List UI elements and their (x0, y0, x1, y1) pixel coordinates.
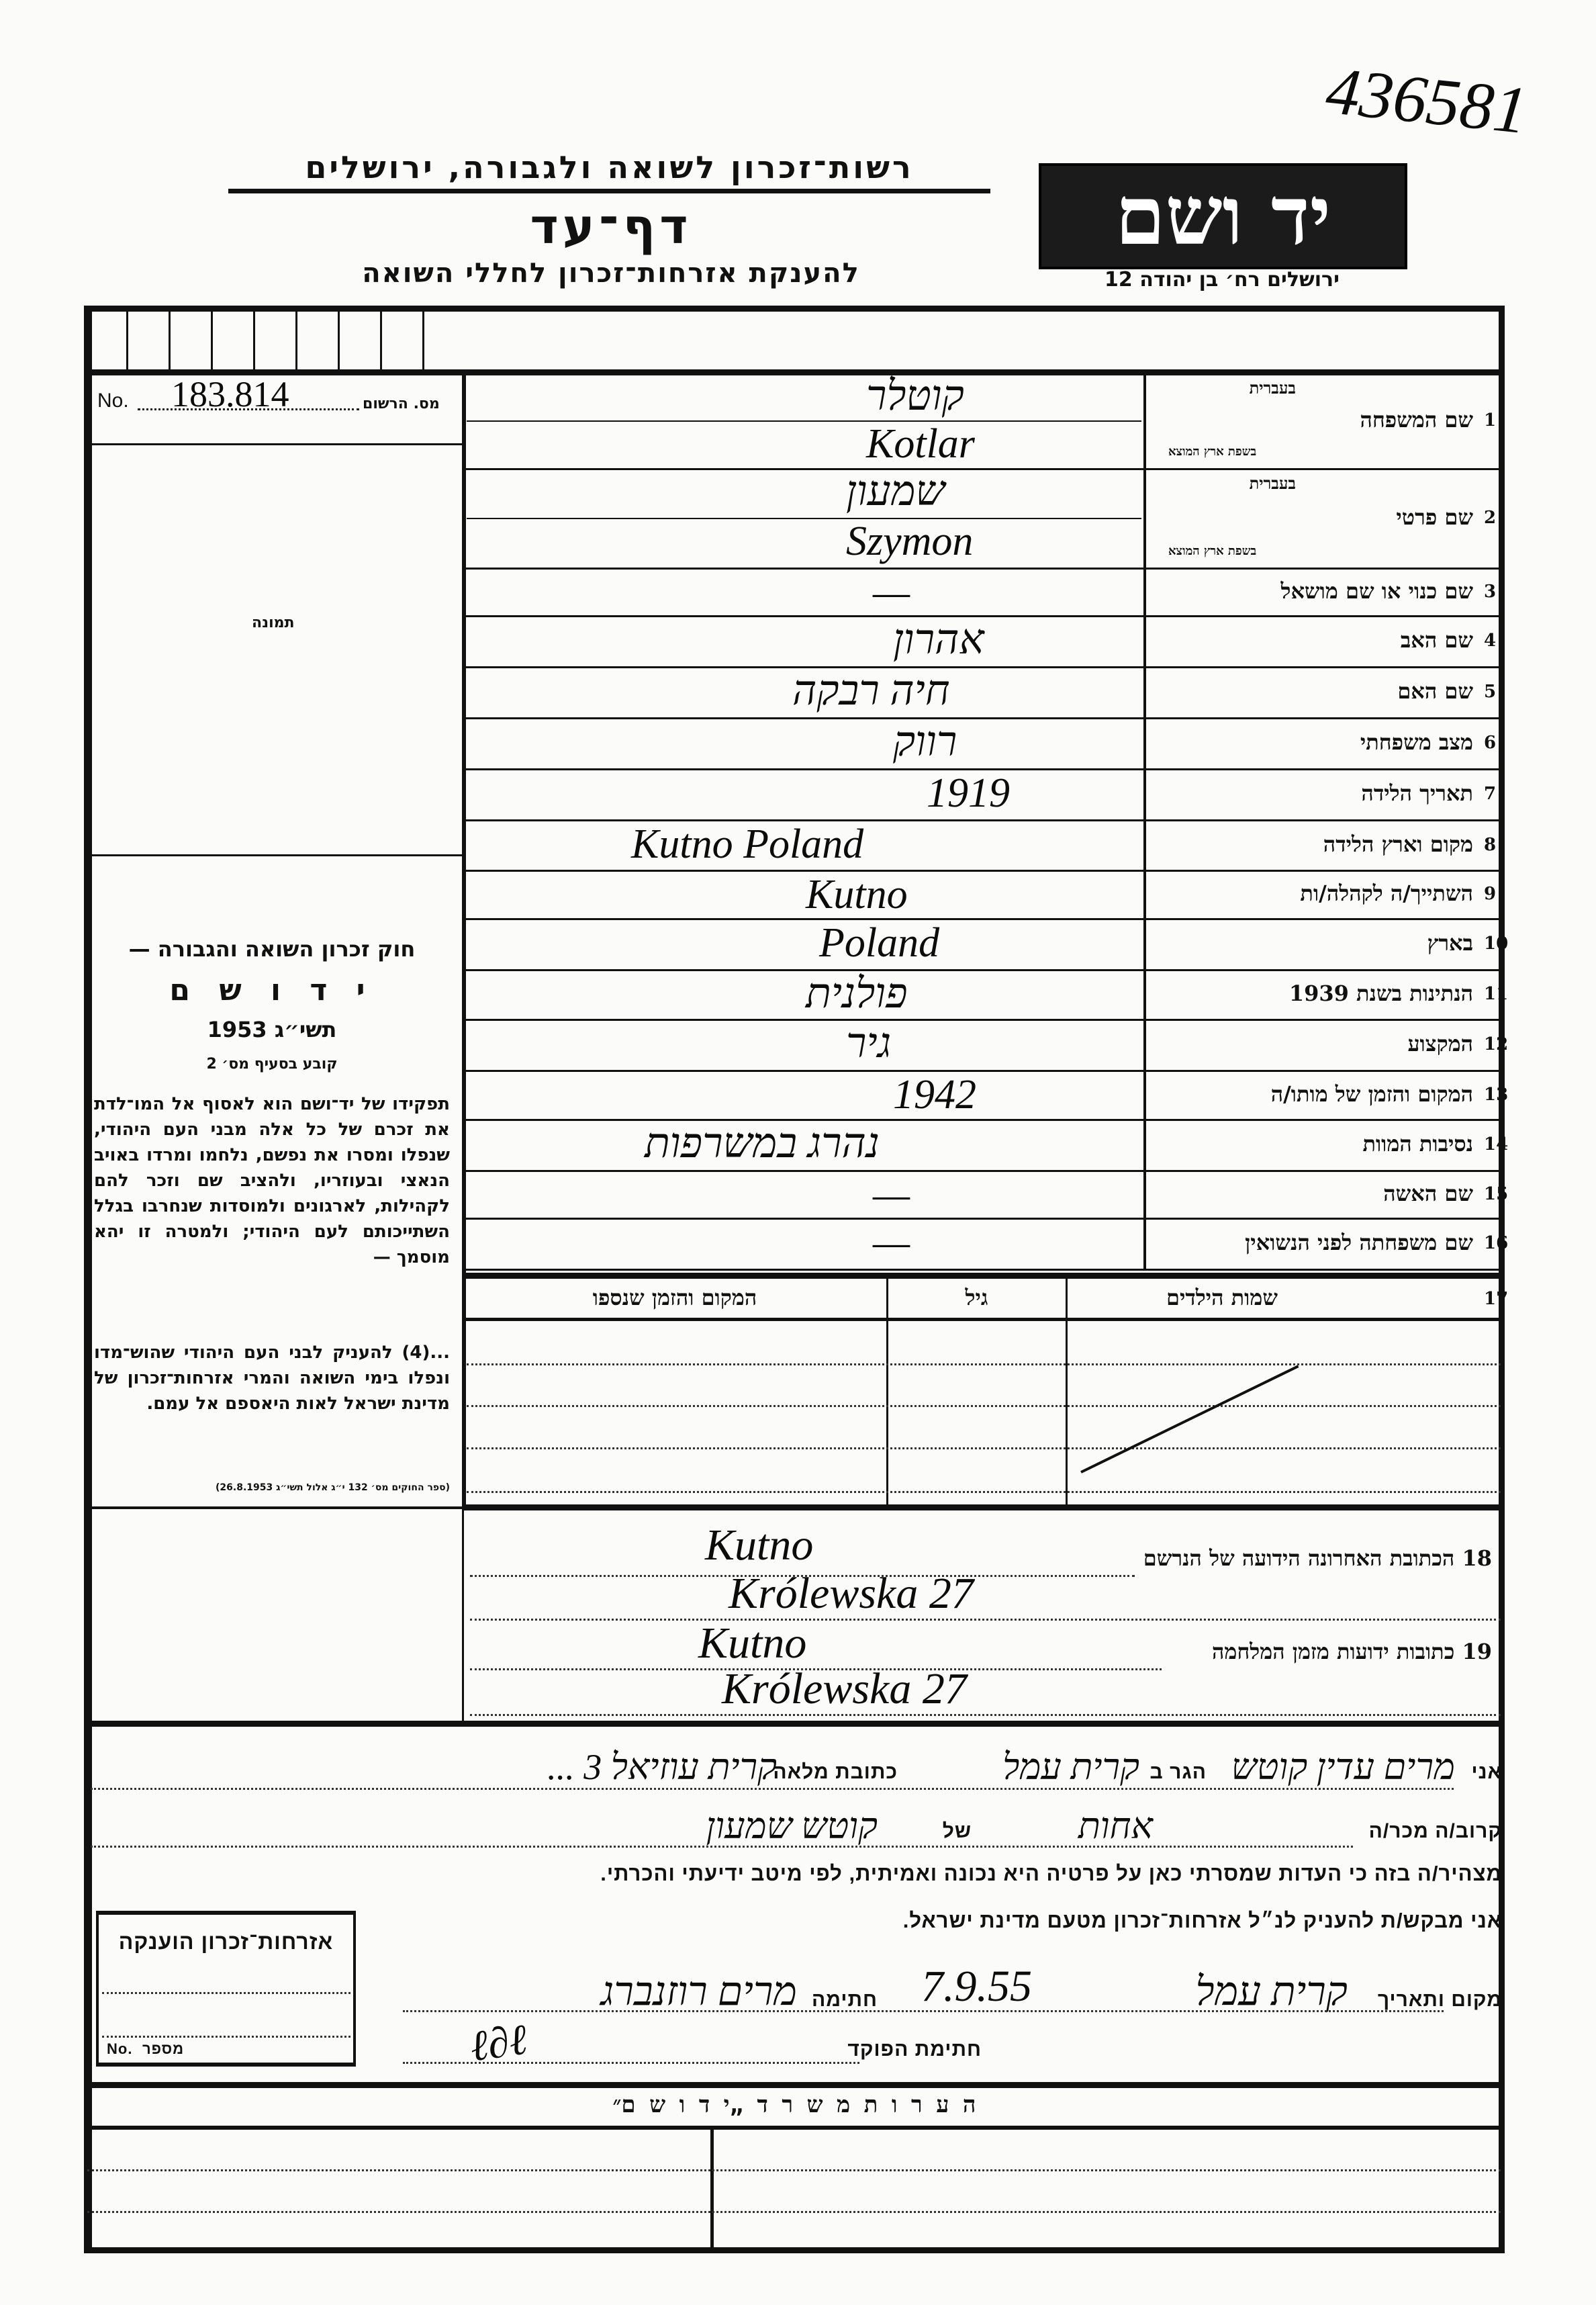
authority-title: רשות־זכרון לשואה ולגבורה, ירושלים (228, 149, 990, 193)
children-names-header: שמות הילדים (1166, 1285, 1278, 1310)
last-address-label (1143, 1547, 1492, 1570)
field-label: המקום והזמן של מותו/ה (1270, 1081, 1473, 1107)
relation-label: קרוב/ה מכר/ה (1368, 1820, 1502, 1842)
citizenship-number-label: מספר (142, 2040, 185, 2057)
field-number: 15 (1484, 1183, 1509, 1204)
field-label: מקום וארץ הלידה (1323, 831, 1473, 857)
field-number: 8 (1484, 834, 1497, 855)
wartime-address-label (1212, 1640, 1492, 1664)
divider (470, 1714, 1501, 1716)
divider (84, 1506, 464, 1509)
field-value[interactable]: רווק (893, 719, 957, 765)
field-value[interactable]: 1919 (927, 770, 1010, 816)
field-number: 16 (1484, 1233, 1509, 1253)
divider (91, 1788, 1454, 1790)
divider (463, 1273, 1505, 1279)
divider (463, 1269, 1505, 1271)
field-number: 11 (1484, 984, 1509, 1004)
column-divider (1066, 1273, 1068, 1504)
field-number: 18 (1462, 1545, 1492, 1571)
field-label: מצב משפחתי (1360, 729, 1473, 755)
field-label: הנתינות בשנת 1939 (1288, 981, 1473, 1006)
field-value[interactable]: חיה רבקה (792, 668, 950, 714)
field-label: שם האב (1400, 627, 1473, 653)
field-number: 6 (1484, 733, 1497, 753)
law-year: תשי״ג 1953 (207, 1017, 337, 1042)
place-value[interactable]: קרית עמל (1195, 1969, 1348, 2014)
left-column-divider (462, 373, 466, 1508)
resides-label: הגר ב (1149, 1761, 1207, 1783)
column-divider (886, 1273, 888, 1504)
cell-divider (211, 309, 213, 369)
cell-divider (338, 309, 340, 369)
divider (463, 717, 1505, 719)
field-number: 5 (1484, 682, 1497, 702)
field-number: 17 (1484, 1289, 1509, 1309)
wartime-address-line-2[interactable]: Królewska 27 (722, 1664, 967, 1713)
field-sub-foreign: בשפת ארץ המוצא (1168, 445, 1257, 459)
field-label: המקצוע (1407, 1031, 1473, 1056)
declarant-line (105, 1746, 1502, 1793)
field-number: 3 (1484, 581, 1497, 602)
of-label: של (942, 1820, 972, 1842)
logo-text: יד ושם (1115, 169, 1331, 263)
field-label: בארץ (1427, 930, 1473, 956)
divider (463, 918, 1505, 920)
field-value[interactable]: Poland (819, 920, 940, 966)
children-row[interactable] (467, 1363, 1501, 1365)
declaration-statement: מצהיר/ה בזה כי העדות שמסרתי כאן על פרטיה היא נכונה ואמיתית, לפי מיטב ידיעתי והכרתי. (600, 1862, 1502, 1885)
divider (463, 1019, 1505, 1021)
field-label: שם האשה (1383, 1180, 1473, 1206)
divider (463, 819, 1505, 821)
registration-number[interactable]: 183.814 (171, 374, 289, 414)
field-value[interactable]: נהרג במשרפות (645, 1121, 880, 1167)
full-address-value[interactable]: קרית עוזיאל 3 ... (547, 1747, 777, 1787)
field-number: 4 (1484, 631, 1497, 651)
divider (463, 1318, 1505, 1321)
children-age-header: גיל (965, 1285, 988, 1310)
declarant-name[interactable]: מרים עדין קוטש (1231, 1747, 1455, 1787)
officer-signature-scribble: ℓ∂ℓ (467, 2015, 530, 2071)
yad-vashem-logo (1039, 163, 1407, 269)
divider (84, 1721, 1505, 1727)
field-label: שם כנוי או שם מושאל (1280, 578, 1473, 604)
cell-divider (295, 309, 297, 369)
field-label: שם האם (1397, 678, 1473, 704)
cell-divider (126, 309, 128, 369)
place-date-line (361, 1964, 1502, 2015)
law-paragraph-1: תפקידו של יד־ושם הוא לאסוף אל המו־לדת את זכרם של כל אלה מבני העם היהודי, שנפלו ומסרו את נפשם, נלחמו ומרדו באויב הנאצי ובעוזריו, ולהציב שם וזכר להם לקהילות, לארגונים ולמוסדות שנחרבו בגלל השתייכותם לעם היהודי; ולמטרה זו יהא מוסמך — (94, 1094, 450, 1267)
notes-line[interactable] (87, 2169, 1501, 2171)
divider (91, 1846, 1353, 1848)
field-label: הכתובת האחרונה הידועה של הנרשם (1143, 1545, 1455, 1571)
divider (470, 1619, 1501, 1621)
logo-address: ירושלים רח׳ בן יהודה 12 (1105, 268, 1340, 291)
field-value-foreign[interactable]: Kotlar (866, 421, 975, 467)
divider (463, 1218, 1505, 1220)
divider (403, 2010, 1444, 2012)
field-value-foreign[interactable]: Szymon (846, 518, 974, 564)
field-label: שם המשפחה (1360, 407, 1473, 433)
divider (84, 369, 1505, 375)
field-value[interactable]: גיר (846, 1021, 892, 1067)
date-value[interactable]: 7.9.55 (921, 1962, 1032, 2011)
field-label: תאריך הלידה (1361, 780, 1473, 806)
divider (463, 969, 1505, 971)
column-divider (462, 1506, 464, 1721)
divider (463, 1070, 1505, 1072)
field-label: שם פרטי (1396, 504, 1473, 530)
divider (463, 1119, 1505, 1121)
divider (91, 443, 462, 445)
field-value[interactable]: 1942 (893, 1072, 976, 1118)
signature-label: חתימה (811, 1989, 878, 2011)
place-date-label: מקום ותאריך (1377, 1989, 1502, 2011)
field-number: 12 (1484, 1034, 1509, 1054)
cell-divider (253, 309, 255, 369)
relation-value[interactable]: אחות (1078, 1806, 1153, 1846)
field-number: 1 (1484, 410, 1497, 431)
of-value[interactable]: קוטש שמעון (706, 1806, 878, 1846)
divider (463, 870, 1505, 872)
divider (463, 568, 1505, 570)
cell-divider (380, 309, 382, 369)
divider (467, 420, 1141, 422)
children-row[interactable] (467, 1405, 1501, 1407)
divider (463, 468, 1505, 470)
last-address-line-2[interactable]: Królewska 27 (729, 1569, 974, 1618)
field-number: 2 (1484, 508, 1497, 528)
officer-signature-field[interactable] (403, 2062, 859, 2064)
field-number: 19 (1462, 1639, 1492, 1664)
divider (91, 854, 462, 856)
field-number: 10 (1484, 934, 1509, 954)
resides-value[interactable]: קרית עמל (1002, 1747, 1139, 1787)
field-value-hebrew[interactable]: קוטלר (866, 373, 964, 419)
field-value[interactable]: — (873, 1220, 910, 1265)
divider (463, 1170, 1505, 1172)
form-subtitle: להענקת אזרחות־זכרון לחללי השואה (362, 258, 860, 289)
field-label: נסיבות המוות (1362, 1131, 1473, 1157)
divider (463, 666, 1505, 668)
divider (467, 518, 1141, 519)
field-sub-hebrew: בעברית (1249, 473, 1296, 493)
notes-column-divider (710, 2129, 714, 2250)
registration-label: מס. הרשום (363, 396, 440, 412)
children-row[interactable] (467, 1491, 1501, 1493)
field-number: 14 (1484, 1134, 1509, 1155)
citizenship-number-field[interactable] (102, 2036, 350, 2038)
field-value[interactable]: פולנית (806, 971, 908, 1017)
last-address-line-1[interactable]: Kutno (705, 1521, 814, 1570)
citizenship-granted-box (96, 1911, 356, 2067)
citizenship-number-prefix: No. (107, 2040, 133, 2057)
i-label: אני (1471, 1761, 1502, 1783)
notes-title: ה ע ר ו ת מ ש ר ד „י ד ו ש ם״ (612, 2091, 976, 2118)
cell-divider (422, 309, 424, 369)
archive-number: 436581 (1323, 52, 1532, 148)
law-paragraph-2: ...(4) להעניק לבני העם היהודי שהוש־מדו ונפלו בימי השואה והמרי אזרחות־זכרון של מדינת ישראל לאות היאספם אל עמם. (94, 1343, 450, 1414)
field-number: 7 (1484, 784, 1497, 804)
notes-line[interactable] (87, 2211, 1501, 2213)
field-label: כתובות ידועות מזמן המלחמה (1211, 1639, 1455, 1664)
divider (84, 2082, 1505, 2088)
officer-signature-label: חתימת הפוקד (847, 2038, 982, 2061)
wartime-address-line-1[interactable]: Kutno (698, 1619, 807, 1668)
registration-prefix: No. (97, 390, 129, 412)
field-number: 13 (1484, 1084, 1509, 1105)
field-value[interactable]: אהרון (893, 617, 984, 663)
form-title: דף־עד (530, 198, 692, 255)
children-row[interactable] (467, 1447, 1501, 1449)
citizenship-box-title: אזרחות־זכרון הוענקה (118, 1930, 334, 1954)
children-place-time-header: המקום והזמן שנספו (592, 1285, 757, 1310)
law-heading: חוק זכרון השואה והגבורה — (128, 936, 416, 962)
divider (463, 1504, 1505, 1510)
signature-value[interactable]: מרים רוזנברג (600, 1969, 797, 2014)
field-sub-foreign: בשפת ארץ המוצא (1168, 544, 1257, 558)
photo-label: תמונה (252, 615, 295, 631)
divider (102, 1992, 350, 1994)
law-footnote: (ספר החוקים מס׳ 132 י״ג אלול תשי״ג 26.8.1953) (216, 1482, 450, 1493)
full-address-label: כתובת מלאה (773, 1761, 898, 1783)
cell-divider (169, 309, 171, 369)
field-sub-hebrew: בעברית (1249, 378, 1296, 398)
law-name: י ד ו ש ם (169, 973, 375, 1007)
field-label: השתייך/ה לקהלה/ות (1300, 880, 1473, 906)
field-label: שם משפחתה לפני הנשואין (1245, 1230, 1473, 1255)
field-value[interactable]: Kutno Poland (631, 821, 864, 867)
divider (84, 2126, 1505, 2130)
field-number: 9 (1484, 884, 1497, 904)
field-value[interactable]: Kutno (806, 872, 908, 917)
field-value[interactable]: — (873, 570, 910, 615)
field-value-hebrew[interactable]: שמעון (846, 469, 945, 514)
declaration-request: אני מבקש/ת להעניק לנ״ל אזרחות־זכרון מטעם מדינת ישראל. (902, 1909, 1502, 1932)
field-value[interactable]: — (873, 1172, 910, 1218)
law-clause: קובע בסעיף מס׳ 2 (206, 1056, 338, 1073)
